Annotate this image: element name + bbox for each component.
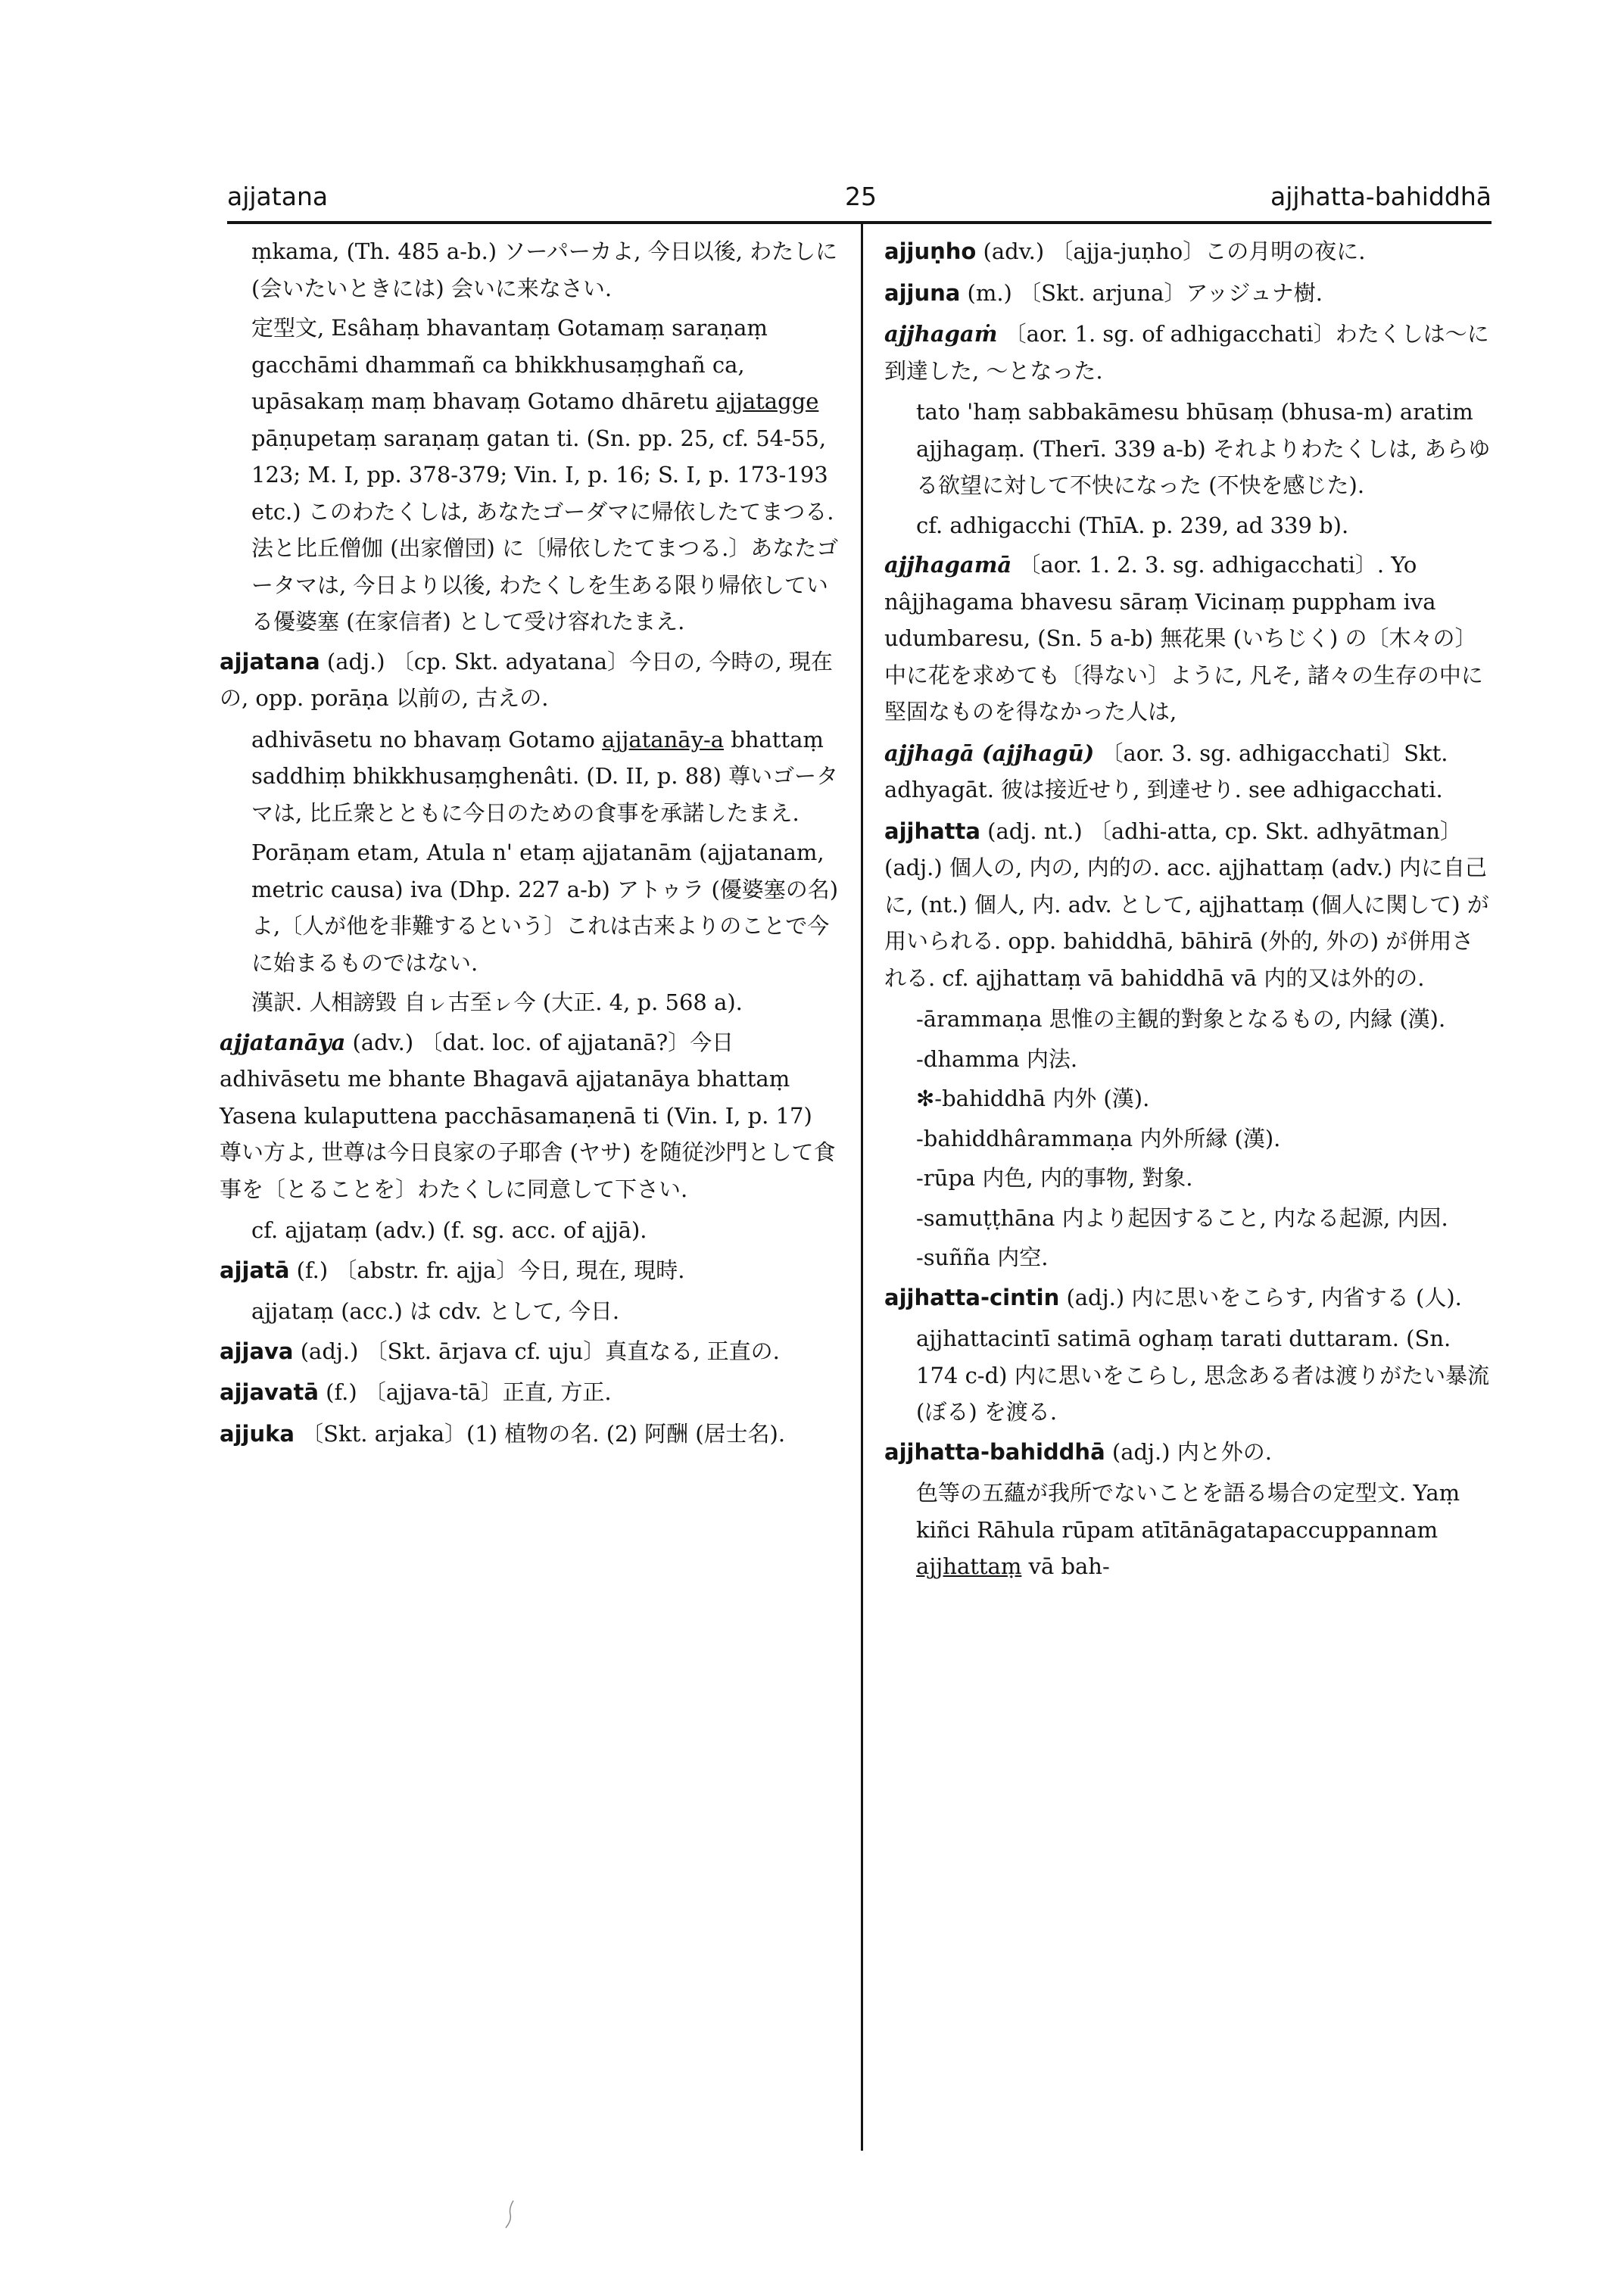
column-divider <box>861 224 863 2151</box>
dictionary-entry: ajjatanāya (adv.) 〔dat. loc. of ajjatanā?〕今日 adhivāsetu me bhante Bhagavā ajjatanāya bhattaṃ Yasena kulaputtena pacchāsamaṇenā ti (Vin. I, p. 17) 尊い方よ, 世尊は今日良家の子耶舎 (ヤサ) を随従沙門として食事を〔とることを〕わたくしに同意して下さい. <box>220 1029 836 1202</box>
compound-subentry: -samuṭṭhāna 内より起因すること, 内なる起源, 内因. <box>916 1204 1448 1231</box>
dictionary-entry: ajjavatā (f.) 〔ajjava-tā〕正直, 方正. <box>220 1379 612 1405</box>
headword: ajjava <box>220 1338 294 1364</box>
cross-reference: cf. adhigacchi (ThīA. p. 239, ad 339 b). <box>916 512 1349 538</box>
compound-subentry: ✻-bahiddhā 内外 (漢). <box>916 1086 1150 1111</box>
headword: ajjhatta <box>884 818 980 844</box>
sub-definition: ajjataṃ (acc.) は cdv. として, 今日. <box>251 1298 620 1324</box>
headword: ajjhatta-cintin <box>884 1284 1060 1310</box>
chinese-translation-note: 漢訳. 人相謗毀 自ㇾ古至ㇾ今 (大正. 4, p. 568 a). <box>251 989 743 1015</box>
dictionary-entry: ajjhatta (adj. nt.) 〔adhi-atta, cp. Skt. adhyātman〕(adj.) 個人の, 内の, 内的の. acc. ajjhattaṃ (adv.) 内に自己に, (nt.) 個人, 内. adv. として, ajjhattaṃ (個人に関して) が用いられる. opp. bahiddhā, bāhirā (外的, 外の) が併用される. cf. ajjhattaṃ vā bahiddhā vā 内的又は外的の. <box>884 818 1489 991</box>
formula-paragraph: 定型文, Esâhaṃ bhavantaṃ Gotamaṃ saraṇaṃ gacchāmi dhammañ ca bhikkhusaṃghañ ca, upāsakaṃ maṃ bhavaṃ Gotamo dhāretu ajjatagge pāṇupetaṃ saraṇaṃ gatan ti. (Sn. pp. 25, cf. 54-55, 123; M. I, pp. 378-379; Vin. I, p. 16; S. I, p. 173-193 etc.) このわたくしは, あなたゴーダマに帰依したてまつる. 法と比丘僧伽 (出家僧団) に〔帰依したてまつる.〕あなたゴータマは, 今日より以後, わたくしを生ある限り帰依している優婆塞 (在家信者) として受け容れたまえ. <box>251 315 839 634</box>
dictionary-entry: ajjatā (f.) 〔abstr. fr. ajja〕今日, 現在, 現時. <box>220 1257 685 1283</box>
header-rule <box>227 221 1492 224</box>
example-paragraph: adhivāsetu no bhavaṃ Gotamo ajjatanāy-a bhattaṃ saddhiṃ bhikkhusaṃghenâti. (D. II, p. 88) 尊いゴータマは, 比丘衆とともに今日のための食事を承諾したまえ. <box>251 726 839 826</box>
dictionary-entry: ajjhatta-cintin (adj.) 内に思いをこらす, 内省する (人). <box>884 1284 1462 1310</box>
dictionary-entry: ajjatana (adj.) 〔cp. Skt. adyatana〕今日の, 今時の, 現在の, opp. porāṇa 以前の, 古えの. <box>220 648 833 711</box>
dictionary-entry: ajjhatta-bahiddhā (adj.) 内と外の. <box>884 1438 1273 1465</box>
dictionary-entry: ajjhagamā 〔aor. 1. 2. 3. sg. adhigacchati〕. Yo nâjjhagama bhavesu sāraṃ Vicinaṃ puppham iva udumbaresu, (Sn. 5 a-b) 無花果 (いちじく) の〔木々の〕中に花を求めても〔得ない〕ように, 凡そ, 諸々の生存の中に堅固なものを得なかった人は, <box>884 552 1483 724</box>
headword: ajjuṇho <box>884 238 977 264</box>
example-paragraph: ajjhattacintī satimā oghaṃ tarati duttaram. (Sn. 174 c-d) 内に思いをこらし, 思念ある者は渡りがたい暴流 (ぼる) を渡る. <box>916 1326 1490 1425</box>
header-left-guideword: ajjatana <box>227 182 329 211</box>
dictionary-entry: ajjhagā (ajjhagū) 〔aor. 3. sg. adhigacchati〕Skt. adhyagāt. 彼は接近せり, 到達せり. see adhigacchati. <box>884 740 1448 802</box>
dictionary-entry: ajjuṇho (adv.) 〔ajja-juṇho〕この月明の夜に. <box>884 238 1366 264</box>
header-right-guideword: ajjhatta-bahiddhā <box>1270 182 1492 211</box>
compound-subentry: -rūpa 内色, 内的事物, 對象. <box>916 1165 1193 1191</box>
formula-paragraph: 色等の五蘊が我所でないことを語る場合の定型文. Yaṃ kiñci Rāhula rūpam atītānāgatapaccuppannam ajjhattaṃ vā bah- <box>916 1480 1460 1579</box>
compound-subentry: -dhamma 内法. <box>916 1045 1078 1072</box>
pencil-mark <box>503 2199 518 2229</box>
example-paragraph: Porāṇam etam, Atula n' etaṃ ajjatanām (ajjatanam, metric causa) iva (Dhp. 227 a-b) アトゥラ (優婆塞の名) よ,〔人が他を非難するという〕これは古来よりのことで今に始まるものではない. <box>251 840 839 976</box>
headword: ajjhagaṁ <box>884 321 998 347</box>
compound-subentry: -suñña 内空. <box>916 1245 1049 1270</box>
example-paragraph: tato 'haṃ sabbakāmesu bhūsaṃ (bhusa-m) aratim ajjhagaṃ. (Therī. 339 a-b) それよりわたくしは, あらゆる欲望に対して不快になった (不快を感じた). <box>916 399 1491 498</box>
headword: ajjatana <box>220 648 320 675</box>
cross-reference: cf. ajjataṃ (adv.) (f. sg. acc. of ajjā). <box>251 1217 647 1243</box>
headword: ajjatā <box>220 1257 290 1283</box>
running-header <box>227 180 1492 218</box>
headword: ajjatanāya <box>220 1029 346 1055</box>
headword: ajjuka <box>220 1420 295 1447</box>
dictionary-entry: ajjhagaṁ 〔aor. 1. sg. of adhigacchati〕わたくしは〜に到達した, 〜となった. <box>884 321 1489 384</box>
headword: ajjavatā <box>220 1379 319 1405</box>
compound-subentry: -bahiddhârammaṇa 内外所縁 (漢). <box>916 1125 1281 1151</box>
right-column <box>884 233 1492 1588</box>
headword: ajjhagamā <box>884 552 1012 578</box>
left-column <box>220 233 840 1456</box>
headword: ajjuna <box>884 279 961 306</box>
page-number: 25 <box>845 182 877 211</box>
dictionary-entry: ajjava (adj.) 〔Skt. ārjava cf. uju〕真直なる, 正直の. <box>220 1338 780 1364</box>
dictionary-entry-continuation: ṃkama, (Th. 485 a-b.) ソーパーカよ, 今日以後, わたしに (会いたいときには) 会いに来なさい. <box>251 238 838 301</box>
dictionary-entry: ajjuna (m.) 〔Skt. arjuna〕アッジュナ樹. <box>884 279 1323 306</box>
headword: ajjhagā (ajjhagū) <box>884 740 1095 766</box>
headword: ajjhatta-bahiddhā <box>884 1438 1105 1465</box>
compound-subentry: -ārammaṇa 思惟の主観的對象となるもの, 内縁 (漢). <box>916 1006 1446 1032</box>
dictionary-entry: ajjuka 〔Skt. arjaka〕(1) 植物の名. (2) 阿酬 (居士名). <box>220 1420 786 1447</box>
